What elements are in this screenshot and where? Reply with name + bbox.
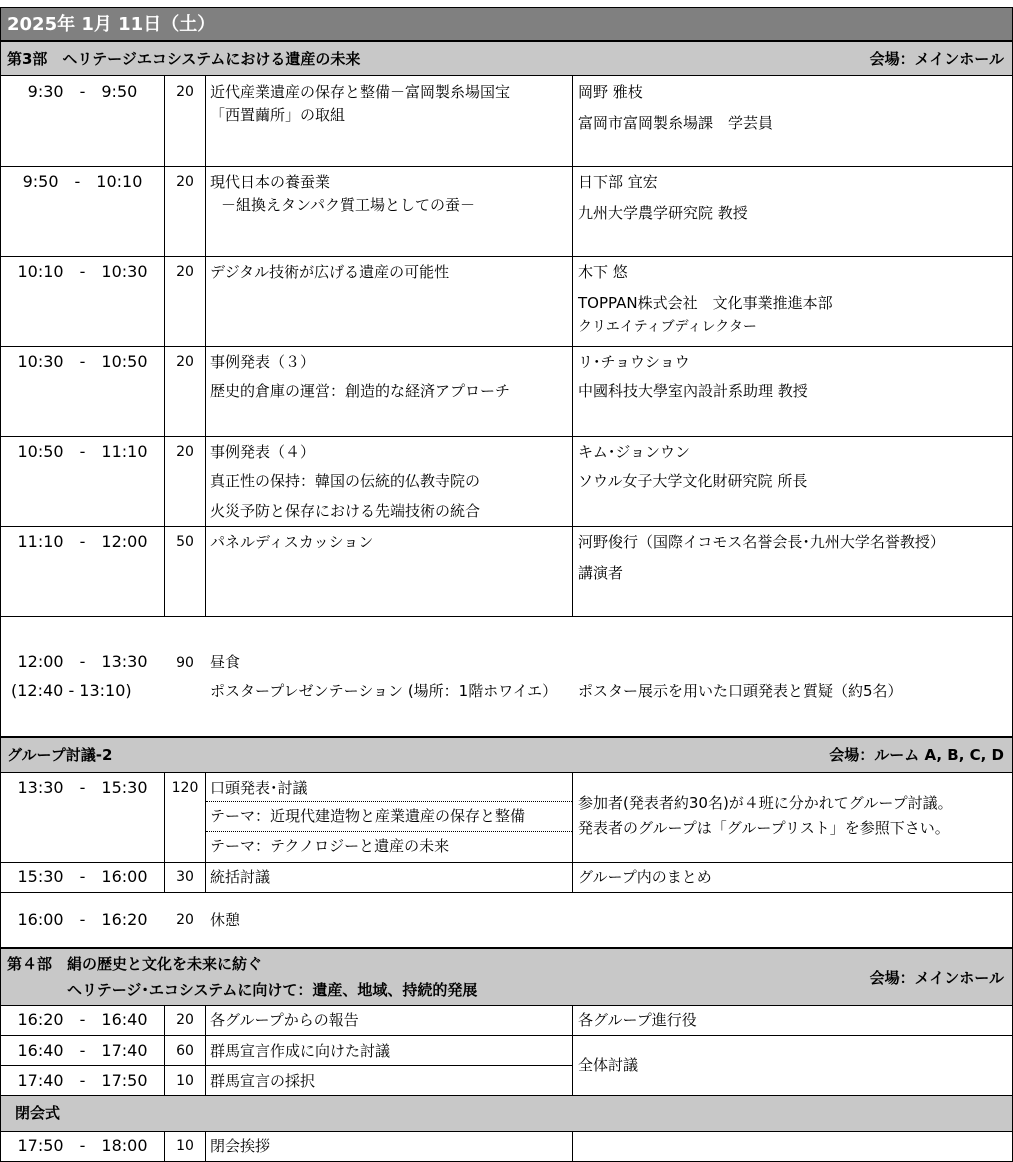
schedule-row: [0, 76, 1013, 167]
speaker-affiliation: 講演者: [578, 564, 624, 582]
session-description: 発表者のグループは「グループリスト」を参照下さい。: [578, 819, 950, 837]
duration-cell: 50: [176, 534, 194, 550]
duration-cell: 20: [176, 174, 194, 190]
duration-cell: 90: [176, 655, 194, 671]
speaker-affiliation: 中國科技大學室內設計系助理 教授: [578, 382, 808, 400]
speaker-affiliation: TOPPAN株式会社 文化事業推進本部: [578, 294, 833, 312]
schedule-row: [0, 347, 1013, 437]
session-title: 「西置繭所」の取組: [210, 106, 346, 124]
venue-label: 会場：メインホール: [869, 50, 1004, 68]
time-cell: 11:10 - 12:00: [17, 532, 148, 551]
time-cell: 13:30 - 15:30: [17, 778, 148, 797]
section-title: 第４部 絹の歴史と文化を未来に紡ぐ: [7, 955, 263, 973]
session-title: ポスタープレゼンテーション (場所：1階ホワイエ）: [210, 682, 558, 700]
duration-cell: 30: [176, 869, 194, 885]
duration-cell: 20: [176, 1012, 194, 1028]
time-cell: 9:30 - 9:50: [27, 82, 138, 101]
section-title: 閉会式: [15, 1104, 61, 1122]
section-header-closing: [0, 1096, 1013, 1132]
time-cell: 10:30 - 10:50: [17, 352, 148, 371]
session-title: 近代産業遺産の保存と整備－富岡製糸場国宝: [210, 83, 511, 101]
speaker-name: 木下 悠: [578, 263, 628, 281]
duration-cell: 120: [171, 780, 199, 796]
session-title: 現代日本の養蚕業: [210, 173, 331, 191]
time-cell: 17:40 - 17:50: [17, 1071, 148, 1090]
time-cell: 16:40 - 17:40: [17, 1041, 148, 1060]
session-title: 閉会挨拶: [210, 1137, 271, 1155]
time-cell: 15:30 - 16:00: [17, 867, 148, 886]
session-description: 参加者(発表者約30名)が４班に分かれてグループ討議。: [578, 794, 953, 812]
duration-cell: 10: [176, 1138, 194, 1154]
time-cell: 16:20 - 16:40: [17, 1010, 148, 1029]
session-title: デジタル技術が広げる遺産の可能性: [210, 263, 450, 281]
time-cell: 17:50 - 18:00: [17, 1136, 148, 1155]
duration-cell: 10: [176, 1073, 194, 1089]
speaker-name: 河野俊行（国際イコモス名誉会長･九州大学名誉教授）: [578, 533, 945, 551]
schedule-row: [0, 1132, 1013, 1162]
session-title: 群馬宣言の採択: [210, 1072, 316, 1090]
schedule-row: [0, 863, 1013, 893]
session-title: 統括討議: [210, 868, 271, 886]
session-theme: テーマ：テクノロジーと遺産の未来: [210, 837, 450, 855]
speaker-name: キム･ジョンウン: [578, 443, 691, 461]
session-title: 群馬宣言作成に向けた討議: [210, 1042, 391, 1060]
duration-cell: 20: [176, 354, 194, 370]
section-title: 第3部 ヘリテージエコシステムにおける遺産の未来: [7, 50, 361, 68]
duration-cell: 60: [176, 1043, 194, 1059]
section-header-group: [0, 737, 1013, 773]
schedule-row-pair: [0, 1036, 1013, 1096]
venue-label: 会場：ルーム A, B, C, D: [829, 746, 1004, 764]
section-subtitle: ヘリテージ･エコシステムに向けて：遺産、地域、持続的発展: [67, 981, 478, 999]
duration-cell: 20: [176, 264, 194, 280]
break-row: [0, 893, 1013, 948]
schedule-row: [0, 773, 1013, 863]
session-description: ポスター展示を用いた口頭発表と質疑（約5名）: [578, 682, 903, 700]
speaker-affiliation: 富岡市富岡製糸場課 学芸員: [578, 114, 774, 132]
schedule-row: [0, 437, 1013, 527]
session-title: パネルディスカッション: [210, 533, 374, 551]
duration-cell: 20: [176, 912, 194, 928]
time-cell: 10:50 - 11:10: [17, 442, 148, 461]
venue-label: 会場：メインホール: [869, 969, 1004, 987]
speaker-affiliation: ソウル女子大学文化財研究院 所長: [578, 472, 808, 490]
dotted-divider: [206, 831, 572, 832]
session-title: 口頭発表･討議: [210, 779, 308, 797]
speaker-name: 岡野 雅枝: [578, 83, 643, 101]
session-title: 昼食: [210, 653, 241, 671]
session-title: 休憩: [210, 911, 241, 929]
lunch-row: [0, 617, 1013, 737]
duration-cell: 20: [176, 84, 194, 100]
section-title: グループ討議-2: [7, 746, 113, 764]
session-title: －組換えタンパク質工場としての蚕－: [221, 196, 475, 214]
session-title: 各グループからの報告: [210, 1011, 359, 1029]
session-description: 全体討議: [578, 1056, 639, 1074]
duration-cell: 20: [176, 444, 194, 460]
session-title: 火災予防と保存における先端技術の統合: [210, 502, 481, 520]
schedule-row: [0, 167, 1013, 257]
section-header-part4: [0, 948, 1013, 1006]
date-header: 2025年 1月 11日（土）: [0, 7, 1013, 41]
time-cell: (12:40 - 13:10): [11, 681, 132, 700]
session-description: グループ内のまとめ: [578, 868, 712, 886]
speaker-role: クリエイティブディレクター: [578, 319, 757, 335]
session-title: 歴史的倉庫の運営：創造的な経済アプローチ: [210, 382, 511, 400]
time-cell: 10:10 - 10:30: [17, 262, 148, 281]
schedule-row: [0, 1006, 1013, 1036]
time-cell: 16:00 - 16:20: [17, 910, 148, 929]
session-theme: テーマ：近現代建造物と産業遺産の保存と整備: [210, 807, 526, 825]
speaker-affiliation: 九州大学農学研究院 教授: [578, 204, 748, 222]
session-description: 各グループ進行役: [578, 1011, 697, 1029]
session-title: 事例発表（３）: [210, 353, 316, 371]
session-title: 真正性の保持：韓国の伝統的仏教寺院の: [210, 472, 481, 490]
section-header-part3: [0, 41, 1013, 76]
time-cell: 9:50 - 10:10: [22, 172, 143, 191]
speaker-name: リ･チョウショウ: [578, 353, 690, 371]
dotted-divider: [206, 801, 572, 802]
schedule-row: [0, 257, 1013, 347]
speaker-name: 日下部 宜宏: [578, 173, 658, 191]
schedule-row: [0, 527, 1013, 617]
session-title: 事例発表（４）: [210, 443, 316, 461]
time-cell: 12:00 - 13:30: [17, 652, 148, 671]
